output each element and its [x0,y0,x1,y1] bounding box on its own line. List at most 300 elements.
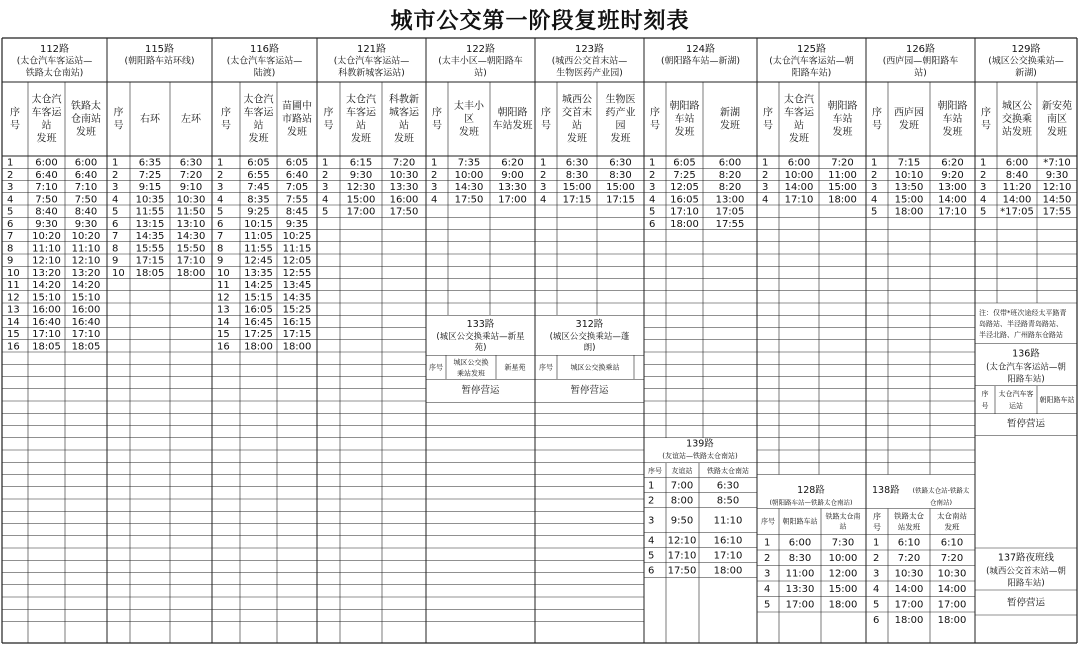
column-header: 发班 [944,522,960,532]
departure-time: 6:10 [940,537,964,549]
column-header: 号 [763,120,773,132]
column-header: 号 [432,120,442,132]
column-header: 太仓南站 [937,511,967,521]
departure-time: 7:30 [831,537,855,549]
route-name: 129路 [1011,44,1041,55]
departure-time: 10:15 [244,218,273,230]
seq-number: 2 [7,169,14,181]
route-desc: 科教新城客运站) [338,68,405,79]
seq-number: 1 [873,537,880,549]
departure-time: 12:10 [71,255,101,267]
departure-time: 14:25 [244,280,273,292]
departure-time: 8:30 [788,552,812,564]
route-name: 123路 [574,44,605,55]
route-name: 125路 [796,44,827,55]
seq-number: 1 [764,537,771,549]
column-header: 右环 [140,114,160,125]
column-header: 站 [41,120,52,132]
departure-time: 13:30 [389,182,419,194]
seq-number: 3 [540,182,547,194]
column-header: 发班 [459,127,479,138]
column-header: 车站 [942,114,963,125]
column-header: 号 [323,120,334,132]
departure-time: 17:15 [282,329,312,341]
seq-number: 11 [7,280,20,292]
departure-time: 11:15 [282,243,312,255]
departure-time: 17:00 [894,599,924,611]
departure-time: 8:30 [609,169,632,181]
departure-time: 17:10 [784,194,814,206]
departure-time: 13:35 [244,267,273,279]
departure-time: 15:50 [176,243,206,255]
status-text: 暂停营运 [570,384,609,396]
seq-number: 5 [648,550,655,562]
column-header: 发班 [351,133,371,145]
column-header: 发班 [832,127,853,138]
route-desc: 苑) [474,342,487,353]
departure-time: 17:50 [667,565,697,577]
column-header: 号 [872,120,882,132]
departure-time: 13:00 [715,194,745,206]
departure-time: 15:00 [828,583,858,595]
departure-time: 6:00 [35,157,58,169]
seq-number: 1 [431,157,438,169]
departure-time: 16:00 [71,304,101,316]
column-header: 铁路太仓南 [825,512,861,521]
seq-number: 13 [217,304,230,316]
column-header: 太仓汽 [243,94,274,106]
departure-time: 17:10 [176,255,206,267]
departure-time: 11:55 [244,243,273,255]
departure-time: 6:00 [1005,157,1029,169]
seq-number: 4 [762,194,769,206]
departure-time: 7:20 [831,157,854,169]
column-header: 发班 [1047,127,1067,138]
seq-number: 5 [217,206,224,218]
departure-time: 14:50 [1042,194,1072,206]
column-header: 序号 [648,466,662,475]
column-header: 运站 [1009,401,1023,410]
route-desc: (朝阳路车站—铁路太仓南站) [769,498,853,507]
column-header: 发班 [789,133,809,145]
seq-number: 8 [217,243,224,255]
departure-time: 12:10 [1042,182,1072,194]
seq-number: 14 [7,316,20,328]
route-name: 122路 [465,44,496,55]
route-note: 注：仅带*班次途经太平路青 [979,309,1067,317]
seq-number: 8 [7,243,14,255]
departure-time: 11:10 [71,243,101,255]
column-header: 发班 [674,127,695,138]
seq-number: 3 [871,182,878,194]
route-name: 137路夜班线 [997,552,1055,564]
departure-time: 7:20 [940,552,964,564]
seq-number: 5 [322,206,329,218]
departure-time: 7:15 [897,157,921,169]
departure-time: 18:00 [828,599,858,611]
departure-time: 12:00 [828,568,858,580]
departure-time: 7:00 [670,480,694,492]
column-header: 序 [981,107,991,119]
departure-time: 17:15 [135,255,165,267]
status-text: 暂停营运 [1006,418,1046,430]
departure-time: 16:05 [670,194,699,206]
column-header: 序 [873,512,881,521]
seq-number: 3 [7,182,14,194]
departure-time: 9:15 [138,182,162,194]
route-desc: 站) [474,68,487,79]
departure-time: 16:05 [244,304,273,316]
column-header: 发班 [36,133,57,145]
seq-number: 5 [7,206,14,218]
column-header: 仓南站 [71,114,101,125]
seq-number: 1 [871,157,878,169]
departure-time: 6:30 [565,157,589,169]
seq-number: 1 [540,157,547,169]
departure-time: 12:05 [670,182,699,194]
departure-time: 8:20 [718,169,742,181]
seq-number: 3 [431,182,438,194]
departure-time: 18:05 [71,341,101,353]
column-header: 发班 [248,133,269,145]
seq-number: 3 [217,182,224,194]
column-header: 站 [399,120,409,132]
column-header: 铁路太 [71,101,101,112]
departure-time: 17:55 [1042,206,1072,218]
route-desc: 仓南站) [929,498,953,507]
seq-number: 6 [112,218,119,230]
column-header: 序 [221,107,231,119]
seq-number: 2 [873,552,880,564]
seq-number: 12 [7,292,20,304]
column-header: 车客运 [784,107,814,119]
departure-time: 18:00 [670,218,699,230]
column-header: 站 [572,120,582,132]
departure-time: 13:45 [282,280,312,292]
column-header: 序 [113,107,124,119]
departure-time: 14:30 [454,182,484,194]
departure-time: 6:05 [247,157,270,169]
column-header: 铁路太仓 [894,511,924,521]
route-desc: (太仓汽车客运站—朝 [769,56,854,67]
seq-number: 4 [873,583,880,595]
column-header: 太仓汽 [31,94,62,106]
route-desc: (太仓汽车客运站— [333,56,410,67]
seq-number: 4 [648,535,655,547]
departure-time: 18:00 [282,341,312,353]
departure-time: 13:20 [32,267,61,279]
column-header: 左环 [181,114,201,125]
departure-time: 6:05 [673,157,696,169]
departure-time: 13:50 [894,182,924,194]
page-title: 城市公交第一阶段复班时刻表 [390,8,690,34]
seq-number: 2 [980,169,987,181]
column-header: 西庐园 [894,107,924,119]
departure-time: 12:05 [282,255,312,267]
departure-time: 8:30 [565,169,589,181]
departure-time: 6:20 [941,157,964,169]
seq-number: 4 [431,194,438,206]
column-header: 号 [221,120,231,132]
seq-number: 3 [764,568,771,580]
departure-time: 15:00 [606,182,635,194]
column-header: 站 [356,120,366,132]
column-header: 序号 [429,363,443,372]
column-header: 生物医 [605,94,636,106]
route-name: 139路 [686,438,714,450]
departure-time: 17:50 [389,206,419,218]
column-header: 序 [432,107,442,119]
seq-number: 7 [217,231,224,243]
column-header: 站 [794,120,804,132]
departure-time: 8:35 [247,194,270,206]
departure-time: 11:10 [32,243,61,255]
departure-time: 6:15 [349,157,373,169]
departure-time: 17:15 [606,194,635,206]
column-header: 太仓汽 [346,94,376,106]
departure-time: 16:40 [71,316,101,328]
column-header: 发班 [567,133,587,145]
seq-number: 12 [217,292,230,304]
departure-time: 18:00 [713,565,743,577]
column-header: 朝阳路车站 [782,517,818,526]
column-header: 发班 [610,133,631,145]
departure-time: 12:45 [244,255,273,267]
departure-time: 11:10 [713,515,743,527]
route-note: 半泾北路、广州路东仓路站 [979,331,1063,339]
route-name: 124路 [685,44,716,55]
departure-time: 17:15 [562,194,592,206]
departure-time: 6:05 [285,157,309,169]
column-header: 号 [981,120,991,132]
departure-time: 9:20 [941,169,964,181]
seq-number: 9 [217,255,224,267]
departure-time: 6:40 [35,169,58,181]
departure-time: 6:55 [247,169,270,181]
route-desc: 朗) [583,342,596,353]
seq-number: 2 [648,495,655,507]
departure-time: 16:45 [244,316,273,328]
route-name: 138路 [872,485,900,496]
seq-number: 15 [7,329,20,341]
seq-number: 1 [217,157,224,169]
seq-number: 4 [322,194,329,206]
seq-number: 4 [980,194,987,206]
column-header: 城西公 [562,94,592,106]
route-name: 116路 [249,44,280,55]
departure-time: 10:00 [454,169,484,181]
departure-time: 6:00 [74,157,98,169]
departure-time: 12:10 [667,535,697,547]
departure-time: 6:00 [788,537,812,549]
column-header: 交换乘 [1002,114,1032,125]
column-header: 朝阳路 [827,101,858,112]
column-header: 朝阳路 [497,107,528,119]
column-header: 站 [839,522,847,531]
departure-time: 9:30 [74,218,98,230]
departure-time: 9:10 [179,182,203,194]
column-header: 城区公交换乘站 [570,363,620,372]
seq-number: 4 [649,194,656,206]
departure-time: 8:50 [716,495,740,507]
departure-time: 6:00 [718,157,742,169]
seq-number: 1 [7,157,14,169]
departure-time: 17:10 [32,329,61,341]
departure-time: 16:00 [389,194,419,206]
departure-time: 10:20 [32,231,61,243]
seq-number: 2 [871,169,878,181]
route-name: 126路 [905,44,936,55]
column-header: 站 [253,120,264,132]
seq-number: 4 [540,194,547,206]
departure-time: 13:20 [71,267,101,279]
route-desc: (城区公交换乘站— [988,56,1064,67]
route-name: 121路 [356,44,387,55]
seq-number: 2 [649,169,656,181]
departure-time: 8:20 [718,182,742,194]
departure-time: 15:25 [282,304,312,316]
column-header: 苗圃中 [282,101,312,112]
route-name: 128路 [797,485,825,496]
departure-time: 15:10 [71,292,101,304]
column-header: 车站 [832,114,853,125]
column-header: 号 [541,120,551,132]
column-header: 朝阳路 [937,101,968,112]
route-desc: (太仓汽车客运站—朝 [986,362,1066,373]
departure-time: 15:00 [894,194,924,206]
column-header: 序 [541,107,551,119]
column-header: 朝阳路车站 [1039,395,1075,404]
departure-time: 7:20 [392,157,416,169]
seq-number: 10 [112,267,125,279]
column-header: 车客运 [243,107,274,119]
column-header: 太丰小 [454,101,484,112]
departure-time: 8:40 [74,206,98,218]
seq-number: 9 [7,255,14,267]
seq-number: 2 [764,552,771,564]
departure-time: 17:50 [454,194,484,206]
seq-number: 2 [112,169,119,181]
column-header: 车站发班 [492,120,533,132]
seq-number: 1 [112,157,119,169]
column-header: 车站 [674,114,695,125]
route-desc: (城区公交换乘站—新星 [436,331,525,342]
departure-time: 17:25 [244,329,273,341]
column-header: 序号 [539,363,553,372]
departure-time: 10:30 [937,568,967,580]
seq-number: 3 [112,182,119,194]
column-header: 发班 [942,127,963,138]
departure-time: 14:20 [71,280,101,292]
departure-time: 18:00 [894,206,924,218]
seq-number: 2 [540,169,547,181]
column-header: 发班 [899,120,919,132]
route-name: 112路 [39,44,70,55]
seq-number: 6 [7,218,14,230]
seq-number: 6 [648,565,655,577]
column-header: 号 [113,120,124,132]
seq-number: 3 [322,182,329,194]
departure-time: 7:35 [457,157,481,169]
column-header: 站发班 [897,522,921,532]
column-header: 友谊站 [671,466,693,475]
route-desc: (朝阳路车站环线) [124,56,195,67]
route-desc: (友谊站—铁路太仓南站) [662,451,738,460]
departure-time: 10:35 [135,194,165,206]
seq-number: 4 [7,194,14,206]
departure-time: 18:00 [176,267,206,279]
column-header: 序 [763,107,773,119]
departure-time: 11:20 [1002,182,1032,194]
departure-time: 7:50 [74,194,98,206]
route-desc: 新湖) [1015,68,1037,79]
departure-time: 10:30 [176,194,206,206]
departure-time: 8:40 [35,206,58,218]
departure-time: 16:00 [32,304,61,316]
seq-number: 4 [217,194,224,206]
departure-time: 10:30 [894,568,924,580]
departure-time: 17:10 [670,206,699,218]
column-header: 序 [10,107,20,119]
seq-number: 15 [217,329,230,341]
seq-number: 2 [762,169,769,181]
seq-number: 3 [980,182,987,194]
seq-number: 2 [431,169,438,181]
seq-number: 5 [112,206,119,218]
seq-number: 7 [7,231,14,243]
column-header: 发班 [287,127,307,138]
departure-time: 14:30 [176,231,206,243]
column-header: 药产业 [605,107,636,119]
departure-time: 17:10 [713,550,743,562]
column-header: 发班 [76,127,96,138]
departure-time: 12:10 [32,255,61,267]
departure-time: 17:05 [715,206,745,218]
departure-time: 15:00 [562,182,592,194]
departure-time: 16:40 [32,316,61,328]
departure-time: 13:30 [498,182,527,194]
seq-number: 4 [764,583,771,595]
route-desc: 阳路车站) [1007,374,1045,385]
seq-number: 11 [217,280,230,292]
departure-time: 6:35 [138,157,162,169]
route-name: 312路 [575,318,604,330]
departure-time: 11:00 [785,568,815,580]
column-header: 序 [981,389,989,398]
departure-time: 9:25 [247,206,270,218]
seq-number: 6 [217,218,224,230]
column-header: 太仓汽 [784,94,814,106]
seq-number: 1 [648,480,655,492]
seq-number: 16 [217,341,230,353]
departure-time: 9:00 [501,169,524,181]
column-header: 序 [872,107,882,119]
departure-time: 7:55 [285,194,309,206]
departure-time: 11:00 [828,169,857,181]
seq-number: 7 [112,231,119,243]
seq-number: 1 [322,157,329,169]
route-name: 136路 [1012,348,1040,360]
seq-number: 5 [873,599,880,611]
departure-time: 7:50 [35,194,58,206]
seq-number: 10 [7,267,20,279]
departure-time: 9:35 [285,218,309,230]
departure-time: 6:30 [609,157,632,169]
column-header: 号 [981,401,989,410]
route-desc: (西庐园—朝阳路车 [882,56,959,67]
column-header: 交首末 [562,107,592,119]
route-desc: (城西公交首末站—朝 [986,566,1066,577]
